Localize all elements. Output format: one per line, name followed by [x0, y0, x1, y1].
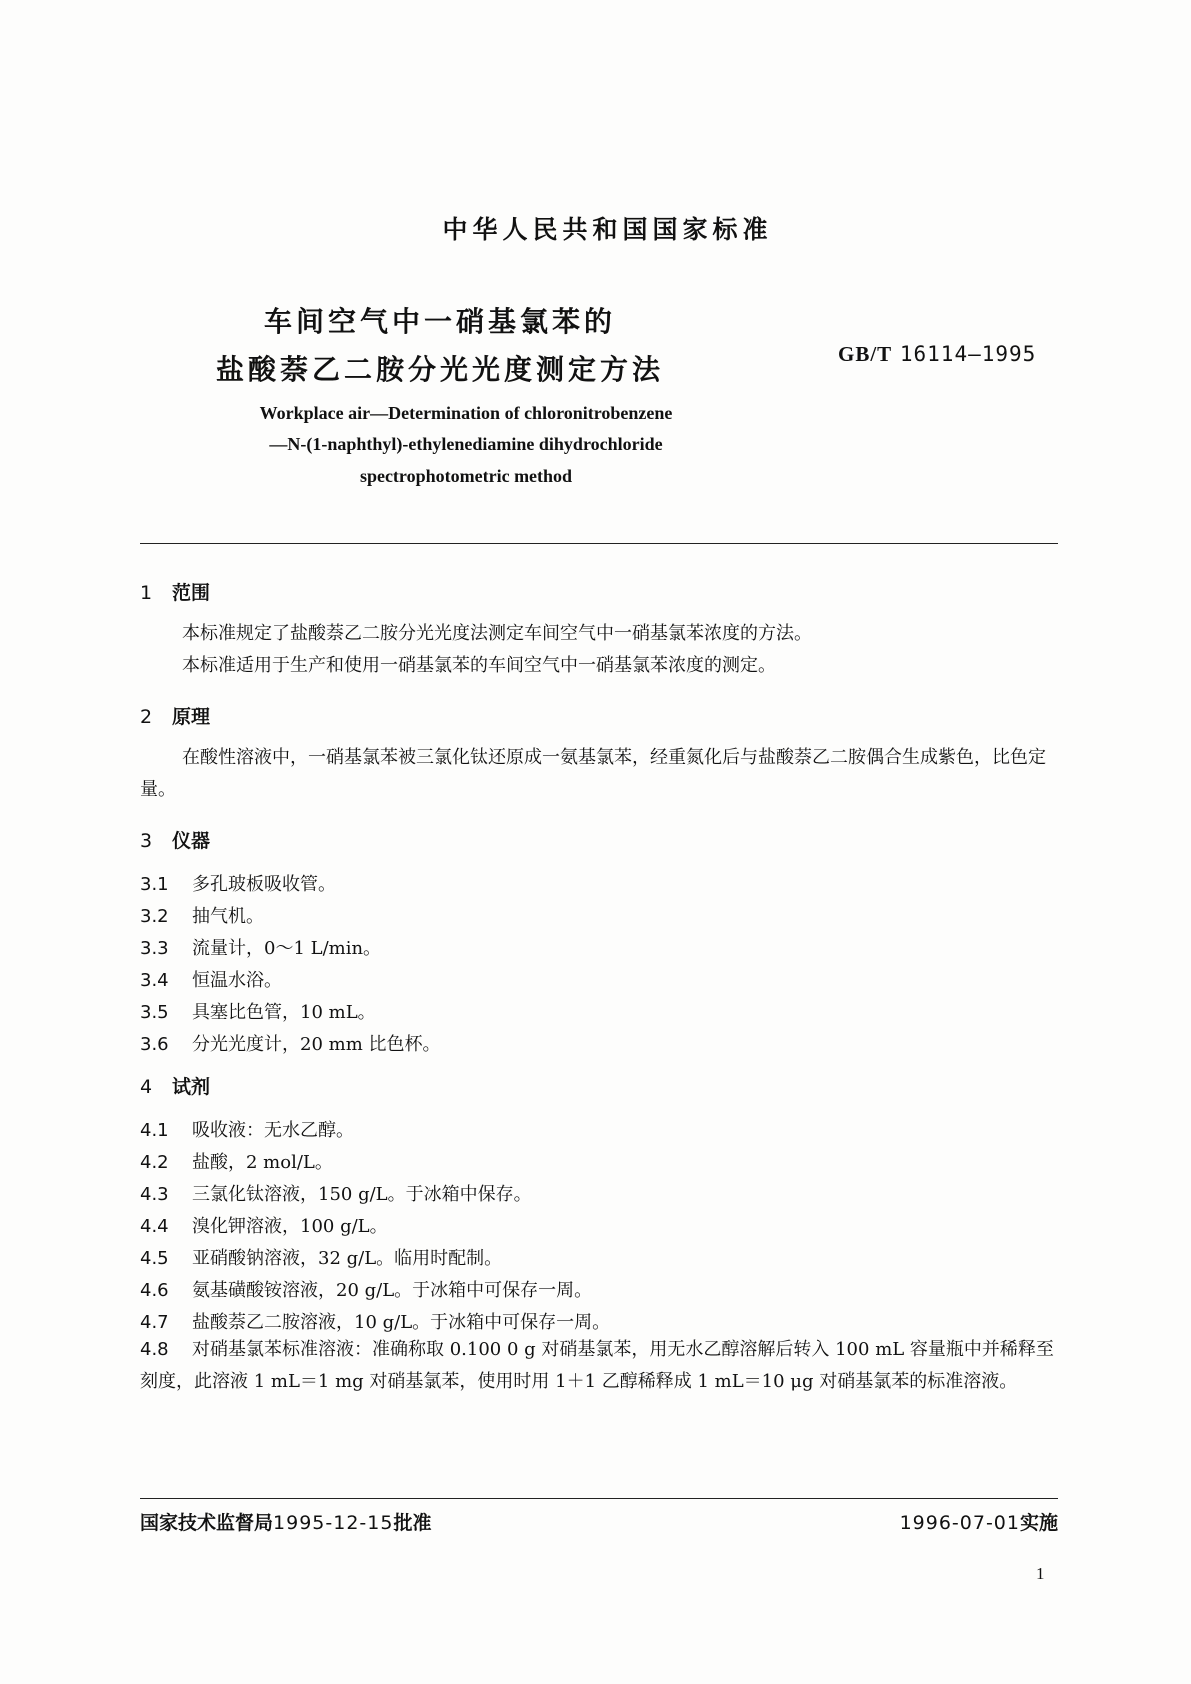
section-title: 仪器 — [172, 830, 211, 852]
reagent-item — [140, 1334, 1058, 1398]
page-number: 1 — [1036, 1564, 1045, 1583]
effective-label: 实施 — [1019, 1512, 1058, 1534]
item-text: 多孔玻板吸收管。 — [192, 874, 336, 895]
effective-date: 1996-07-01 — [899, 1512, 1020, 1534]
standard-code — [838, 342, 1036, 367]
item-number: 4.3 — [140, 1184, 169, 1205]
item-text: 流量计，0～1 L/min。 — [192, 938, 382, 959]
item-number: 4.6 — [140, 1280, 169, 1301]
scope-paragraph-1: 本标准规定了盐酸萘乙二胺分光光度法测定车间空气中一硝基氯苯浓度的方法。 — [182, 623, 812, 644]
section-title: 试剂 — [172, 1076, 211, 1098]
apparatus-item — [140, 902, 264, 928]
approval-info — [140, 1508, 431, 1535]
item-number: 3.2 — [140, 906, 169, 927]
chinese-title-line-1: 车间空气中一硝基氯苯的 — [263, 305, 616, 338]
item-number: 4.2 — [140, 1152, 169, 1173]
apparatus-item — [140, 934, 381, 960]
section-number: 3 — [140, 830, 153, 852]
section-title: 范围 — [172, 582, 211, 604]
apparatus-item — [140, 966, 282, 992]
section-3-heading — [140, 826, 210, 853]
section-2-heading — [140, 702, 210, 729]
chinese-title-line-2: 盐酸萘乙二胺分光光度测定方法 — [215, 353, 664, 386]
scope-paragraph-2: 本标准适用于生产和使用一硝基氯苯的车间空气中一硝基氯苯浓度的测定。 — [182, 655, 776, 676]
item-number: 4.8 — [140, 1339, 169, 1360]
reagent-item — [140, 1148, 333, 1174]
item-number: 4.5 — [140, 1248, 169, 1269]
principle-paragraph: 在酸性溶液中，一硝基氯苯被三氯化钛还原成一氨基氯苯，经重氮化后与盐酸萘乙二胺偶合生成紫色，比色定量。 — [140, 747, 1046, 800]
reagent-item — [140, 1180, 532, 1206]
reagent-item — [140, 1244, 502, 1270]
apparatus-item — [140, 998, 376, 1024]
item-number: 4.1 — [140, 1120, 169, 1141]
apparatus-item — [140, 1030, 440, 1056]
header-divider — [140, 543, 1058, 544]
section-title: 原理 — [172, 706, 211, 728]
item-text: 恒温水浴。 — [192, 970, 282, 991]
apparatus-item — [140, 870, 336, 896]
item-number: 4.4 — [140, 1216, 169, 1237]
item-text: 吸收液：无水乙醇。 — [192, 1120, 354, 1141]
english-title-line-1: Workplace air—Determination of chloronitrobenzene — [259, 403, 673, 423]
national-standard-heading: 中华人民共和国国家标准 — [442, 215, 773, 244]
item-number: 4.7 — [140, 1312, 169, 1333]
item-number: 3.1 — [140, 874, 169, 895]
approval-date: 1995-12-15 — [273, 1512, 394, 1534]
item-text: 抽气机。 — [192, 906, 264, 927]
english-title-line-2: —N-(1-naphthyl)-ethylenediamine dihydrochloride — [269, 434, 663, 454]
item-text: 亚硝酸钠溶液，32 g/L。临用时配制。 — [192, 1248, 503, 1269]
item-number: 3.5 — [140, 1002, 169, 1023]
reagent-item — [140, 1276, 592, 1302]
item-text: 溴化钾溶液，100 g/L。 — [192, 1216, 388, 1237]
reagent-item — [140, 1308, 610, 1334]
item-text: 氨基磺酸铵溶液，20 g/L。于冰箱中可保存一周。 — [192, 1280, 593, 1301]
section-1-heading — [140, 578, 210, 605]
approver: 国家技术监督局 — [140, 1512, 274, 1534]
item-text: 盐酸萘乙二胺溶液，10 g/L。于冰箱中可保存一周。 — [192, 1312, 611, 1333]
section-4-heading — [140, 1072, 210, 1099]
section-number: 4 — [140, 1076, 153, 1098]
item-text: 分光光度计，20 mm 比色杯。 — [192, 1034, 441, 1055]
standard-code-prefix: GB/T — [838, 342, 893, 366]
footer-divider — [140, 1498, 1058, 1499]
standard-code-number: 16114—1995 — [899, 342, 1037, 366]
effective-info — [900, 1508, 1058, 1535]
reagent-item — [140, 1116, 354, 1142]
item-number: 3.3 — [140, 938, 169, 959]
item-number: 3.4 — [140, 970, 169, 991]
section-number: 1 — [140, 582, 153, 604]
item-number: 3.6 — [140, 1034, 169, 1055]
item-text: 具塞比色管，10 mL。 — [192, 1002, 376, 1023]
english-title-line-3: spectrophotometric method — [359, 466, 573, 486]
reagent-item — [140, 1212, 388, 1238]
item-text: 三氯化钛溶液，150 g/L。于冰箱中保存。 — [192, 1184, 532, 1205]
item-text: 对硝基氯苯标准溶液：准确称取 0.100 0 g 对硝基氯苯，用无水乙醇溶解后转入 100 mL 容量瓶中并稀释至刻度，此溶液 1 mL＝1 mg 对硝基氯苯，使用时用 1＋1 乙醇稀释成 1 mL＝10 μg 对硝基氯苯的标准溶液。 — [140, 1339, 1054, 1392]
item-text: 盐酸，2 mol/L。 — [192, 1152, 333, 1173]
section-number: 2 — [140, 706, 153, 728]
approval-label: 批准 — [393, 1512, 432, 1534]
